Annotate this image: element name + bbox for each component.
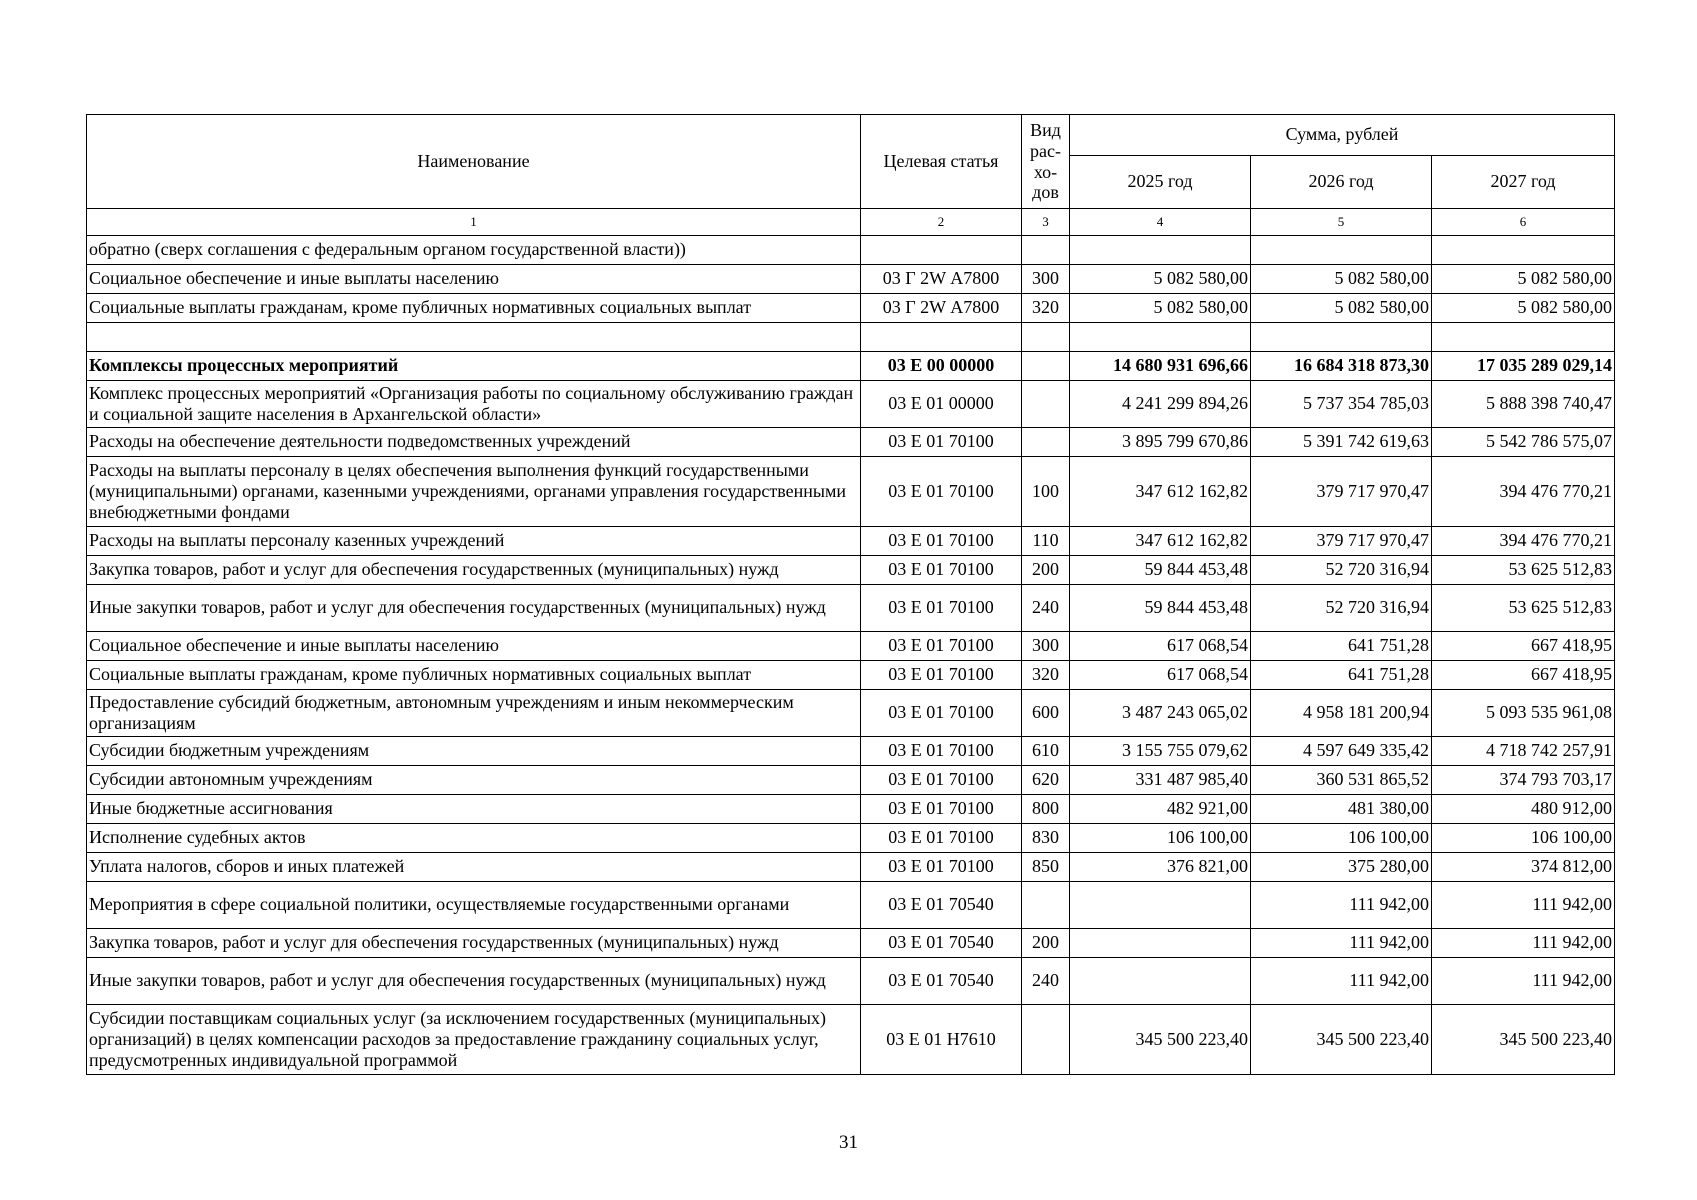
row-amount-2025: 617 068,54	[1070, 661, 1251, 690]
row-amount-2025	[1070, 958, 1251, 1005]
row-name: Закупка товаров, работ и услуг для обеспечения государственных (муниципальных) нужд	[87, 929, 861, 958]
column-number: 1	[87, 209, 861, 236]
page-number: 31	[839, 1132, 858, 1153]
row-amount-2026: 5 391 742 619,63	[1251, 428, 1432, 457]
header-sum: Сумма, рублей	[1070, 115, 1615, 156]
row-amount-2026: 641 751,28	[1251, 661, 1432, 690]
row-amount-2027: 394 476 770,21	[1432, 527, 1615, 556]
column-number-row	[87, 209, 1615, 236]
row-name: Социальное обеспечение и иные выплаты населению	[87, 632, 861, 661]
column-number: 2	[861, 209, 1022, 236]
row-target-article: 03 Е 01 70540	[861, 958, 1022, 1005]
row-amount-2026: 375 280,00	[1251, 853, 1432, 882]
table-row	[87, 737, 1615, 766]
row-name: Социальное обеспечение и иные выплаты населению	[87, 265, 861, 294]
row-amount-2027	[1432, 236, 1615, 265]
row-amount-2025: 376 821,00	[1070, 853, 1251, 882]
row-amount-2027: 374 793 703,17	[1432, 766, 1615, 795]
row-amount-2027	[1432, 323, 1615, 352]
row-name: Предоставление субсидий бюджетным, автономным учреждениям и иным некоммерческим организациям	[87, 690, 861, 737]
row-amount-2026: 52 720 316,94	[1251, 556, 1432, 585]
row-amount-2027: 5 082 580,00	[1432, 294, 1615, 323]
row-expense-type	[1022, 1005, 1070, 1075]
row-target-article: 03 Е 01 70100	[861, 824, 1022, 853]
table-row	[87, 527, 1615, 556]
row-amount-2026: 52 720 316,94	[1251, 585, 1432, 632]
row-target-article: 03 Е 01 70100	[861, 556, 1022, 585]
table-row	[87, 929, 1615, 958]
row-amount-2026: 345 500 223,40	[1251, 1005, 1432, 1075]
table-row	[87, 294, 1615, 323]
row-amount-2027: 53 625 512,83	[1432, 556, 1615, 585]
header-year-2027: 2027 год	[1432, 156, 1615, 209]
row-amount-2027: 111 942,00	[1432, 929, 1615, 958]
table-row	[87, 265, 1615, 294]
row-amount-2026	[1251, 323, 1432, 352]
row-name: Комплексы процессных мероприятий	[87, 352, 861, 381]
row-name: Иные бюджетные ассигнования	[87, 795, 861, 824]
row-name: Мероприятия в сфере социальной политики, осуществляемые государственными органами	[87, 882, 861, 929]
row-amount-2025: 4 241 299 894,26	[1070, 381, 1251, 428]
row-target-article: 03 Е 01 70100	[861, 585, 1022, 632]
table-row	[87, 766, 1615, 795]
row-amount-2026: 641 751,28	[1251, 632, 1432, 661]
row-expense-type	[1022, 352, 1070, 381]
budget-table	[86, 114, 1615, 1075]
row-amount-2025: 59 844 453,48	[1070, 556, 1251, 585]
row-amount-2025: 5 082 580,00	[1070, 265, 1251, 294]
row-name	[87, 323, 861, 352]
row-amount-2026: 360 531 865,52	[1251, 766, 1432, 795]
row-amount-2027: 4 718 742 257,91	[1432, 737, 1615, 766]
table-row	[87, 824, 1615, 853]
row-amount-2027: 111 942,00	[1432, 882, 1615, 929]
table-row	[87, 236, 1615, 265]
row-amount-2027: 345 500 223,40	[1432, 1005, 1615, 1075]
table-row	[87, 958, 1615, 1005]
row-target-article: 03 Г 2W А7800	[861, 265, 1022, 294]
row-amount-2027: 480 912,00	[1432, 795, 1615, 824]
column-number: 6	[1432, 209, 1615, 236]
table-row	[87, 585, 1615, 632]
row-expense-type: 830	[1022, 824, 1070, 853]
table-row	[87, 428, 1615, 457]
row-expense-type: 850	[1022, 853, 1070, 882]
row-amount-2025: 14 680 931 696,66	[1070, 352, 1251, 381]
row-target-article: 03 Е 01 70100	[861, 457, 1022, 527]
table-row	[87, 352, 1615, 381]
row-name: Расходы на выплаты персоналу в целях обеспечения выполнения функций государственными (муниципальными) органами, казенными учреждениями, органами управления государственными внебюджетными фондами	[87, 457, 861, 527]
row-target-article: 03 Е 01 70100	[861, 737, 1022, 766]
row-amount-2025: 617 068,54	[1070, 632, 1251, 661]
header-year-2025: 2025 год	[1070, 156, 1251, 209]
row-expense-type: 620	[1022, 766, 1070, 795]
row-expense-type: 200	[1022, 929, 1070, 958]
header-expense-type-line: дов	[1032, 182, 1059, 203]
row-amount-2026: 106 100,00	[1251, 824, 1432, 853]
row-expense-type: 300	[1022, 265, 1070, 294]
table-row	[87, 853, 1615, 882]
row-amount-2025: 347 612 162,82	[1070, 527, 1251, 556]
row-name: Социальные выплаты гражданам, кроме публичных нормативных социальных выплат	[87, 294, 861, 323]
row-amount-2025	[1070, 882, 1251, 929]
header-article: Целевая статья	[861, 115, 1022, 209]
row-amount-2026: 379 717 970,47	[1251, 457, 1432, 527]
row-amount-2025: 331 487 985,40	[1070, 766, 1251, 795]
row-expense-type	[1022, 236, 1070, 265]
row-name: Расходы на выплаты персоналу казенных учреждений	[87, 527, 861, 556]
row-name: Расходы на обеспечение деятельности подведомственных учреждений	[87, 428, 861, 457]
row-name: Комплекс процессных мероприятий «Организация работы по социальному обслуживанию граждан и социальной защите населения в Архангельской области»	[87, 381, 861, 428]
row-amount-2025	[1070, 236, 1251, 265]
row-amount-2026: 111 942,00	[1251, 929, 1432, 958]
row-expense-type: 800	[1022, 795, 1070, 824]
row-amount-2025: 3 487 243 065,02	[1070, 690, 1251, 737]
row-target-article: 03 Е 01 70100	[861, 766, 1022, 795]
table-row	[87, 690, 1615, 737]
row-name: Уплата налогов, сборов и иных платежей	[87, 853, 861, 882]
row-amount-2027: 5 888 398 740,47	[1432, 381, 1615, 428]
row-amount-2027: 394 476 770,21	[1432, 457, 1615, 527]
row-target-article: 03 Е 01 70540	[861, 929, 1022, 958]
column-number: 4	[1070, 209, 1251, 236]
table-row	[87, 632, 1615, 661]
table-row	[87, 795, 1615, 824]
row-amount-2026: 4 597 649 335,42	[1251, 737, 1432, 766]
row-expense-type	[1022, 428, 1070, 457]
row-target-article: 03 Е 01 70100	[861, 428, 1022, 457]
row-amount-2027: 374 812,00	[1432, 853, 1615, 882]
row-amount-2027: 106 100,00	[1432, 824, 1615, 853]
row-target-article: 03 Е 01 70100	[861, 795, 1022, 824]
row-amount-2025	[1070, 929, 1251, 958]
header-expense-type-line: хо-	[1033, 161, 1058, 182]
row-amount-2027: 5 093 535 961,08	[1432, 690, 1615, 737]
row-expense-type: 320	[1022, 294, 1070, 323]
row-name: Исполнение судебных актов	[87, 824, 861, 853]
row-target-article: 03 Г 2W А7800	[861, 294, 1022, 323]
header-expense-type-line: рас-	[1030, 140, 1061, 161]
column-number: 3	[1022, 209, 1070, 236]
table-row	[87, 381, 1615, 428]
row-name: Субсидии поставщикам социальных услуг (за исключением государственных (муниципальных) организаций) в целях компенсации расходов за предоставление гражданину социальных услуг, предусмотренных индивидуальной программой	[87, 1005, 861, 1075]
row-expense-type	[1022, 381, 1070, 428]
row-amount-2027: 17 035 289 029,14	[1432, 352, 1615, 381]
row-amount-2026: 16 684 318 873,30	[1251, 352, 1432, 381]
table-body	[87, 236, 1615, 1075]
table-row	[87, 882, 1615, 929]
row-amount-2027: 667 418,95	[1432, 632, 1615, 661]
row-amount-2026: 111 942,00	[1251, 958, 1432, 1005]
row-amount-2025: 345 500 223,40	[1070, 1005, 1251, 1075]
row-amount-2027: 53 625 512,83	[1432, 585, 1615, 632]
row-amount-2025	[1070, 323, 1251, 352]
row-target-article: 03 Е 01 70100	[861, 632, 1022, 661]
row-name: обратно (сверх соглашения с федеральным органом государственной власти))	[87, 236, 861, 265]
row-amount-2026: 379 717 970,47	[1251, 527, 1432, 556]
row-target-article: 03 Е 01 70100	[861, 527, 1022, 556]
row-amount-2026: 5 737 354 785,03	[1251, 381, 1432, 428]
row-amount-2026: 481 380,00	[1251, 795, 1432, 824]
row-expense-type: 240	[1022, 958, 1070, 1005]
row-amount-2027: 111 942,00	[1432, 958, 1615, 1005]
row-expense-type: 610	[1022, 737, 1070, 766]
row-expense-type	[1022, 323, 1070, 352]
row-expense-type: 300	[1022, 632, 1070, 661]
row-name: Субсидии автономным учреждениям	[87, 766, 861, 795]
row-expense-type	[1022, 882, 1070, 929]
row-expense-type: 110	[1022, 527, 1070, 556]
row-amount-2026: 5 082 580,00	[1251, 265, 1432, 294]
row-target-article: 03 Е 01 70100	[861, 853, 1022, 882]
row-target-article	[861, 323, 1022, 352]
table-row	[87, 323, 1615, 352]
row-target-article: 03 Е 01 Н7610	[861, 1005, 1022, 1075]
row-amount-2025: 3 155 755 079,62	[1070, 737, 1251, 766]
row-target-article: 03 Е 01 70100	[861, 690, 1022, 737]
row-amount-2025: 3 895 799 670,86	[1070, 428, 1251, 457]
row-name: Субсидии бюджетным учреждениям	[87, 737, 861, 766]
row-name: Закупка товаров, работ и услуг для обеспечения государственных (муниципальных) нужд	[87, 556, 861, 585]
row-amount-2025: 482 921,00	[1070, 795, 1251, 824]
table-row	[87, 661, 1615, 690]
header-expense-type-line: Вид	[1030, 120, 1061, 141]
row-amount-2025: 347 612 162,82	[1070, 457, 1251, 527]
row-amount-2026: 111 942,00	[1251, 882, 1432, 929]
row-target-article: 03 Е 01 00000	[861, 381, 1022, 428]
row-expense-type: 600	[1022, 690, 1070, 737]
row-name: Иные закупки товаров, работ и услуг для обеспечения государственных (муниципальных) нужд	[87, 585, 861, 632]
row-amount-2026: 4 958 181 200,94	[1251, 690, 1432, 737]
header-name: Наименование	[87, 115, 861, 209]
row-amount-2027: 667 418,95	[1432, 661, 1615, 690]
row-amount-2027: 5 542 786 575,07	[1432, 428, 1615, 457]
row-target-article	[861, 236, 1022, 265]
row-amount-2025: 106 100,00	[1070, 824, 1251, 853]
row-amount-2026	[1251, 236, 1432, 265]
row-amount-2026: 5 082 580,00	[1251, 294, 1432, 323]
row-target-article: 03 Е 01 70540	[861, 882, 1022, 929]
header-expense-type	[1022, 115, 1070, 209]
row-target-article: 03 Е 01 70100	[861, 661, 1022, 690]
row-expense-type: 100	[1022, 457, 1070, 527]
header-year-2026: 2026 год	[1251, 156, 1432, 209]
row-amount-2025: 59 844 453,48	[1070, 585, 1251, 632]
table-row	[87, 1005, 1615, 1075]
column-number: 5	[1251, 209, 1432, 236]
row-name: Социальные выплаты гражданам, кроме публичных нормативных социальных выплат	[87, 661, 861, 690]
row-amount-2025: 5 082 580,00	[1070, 294, 1251, 323]
table-row	[87, 556, 1615, 585]
row-expense-type: 240	[1022, 585, 1070, 632]
table-row	[87, 457, 1615, 527]
row-expense-type: 200	[1022, 556, 1070, 585]
row-amount-2027: 5 082 580,00	[1432, 265, 1615, 294]
row-expense-type: 320	[1022, 661, 1070, 690]
row-name: Иные закупки товаров, работ и услуг для обеспечения государственных (муниципальных) нужд	[87, 958, 861, 1005]
row-target-article: 03 Е 00 00000	[861, 352, 1022, 381]
